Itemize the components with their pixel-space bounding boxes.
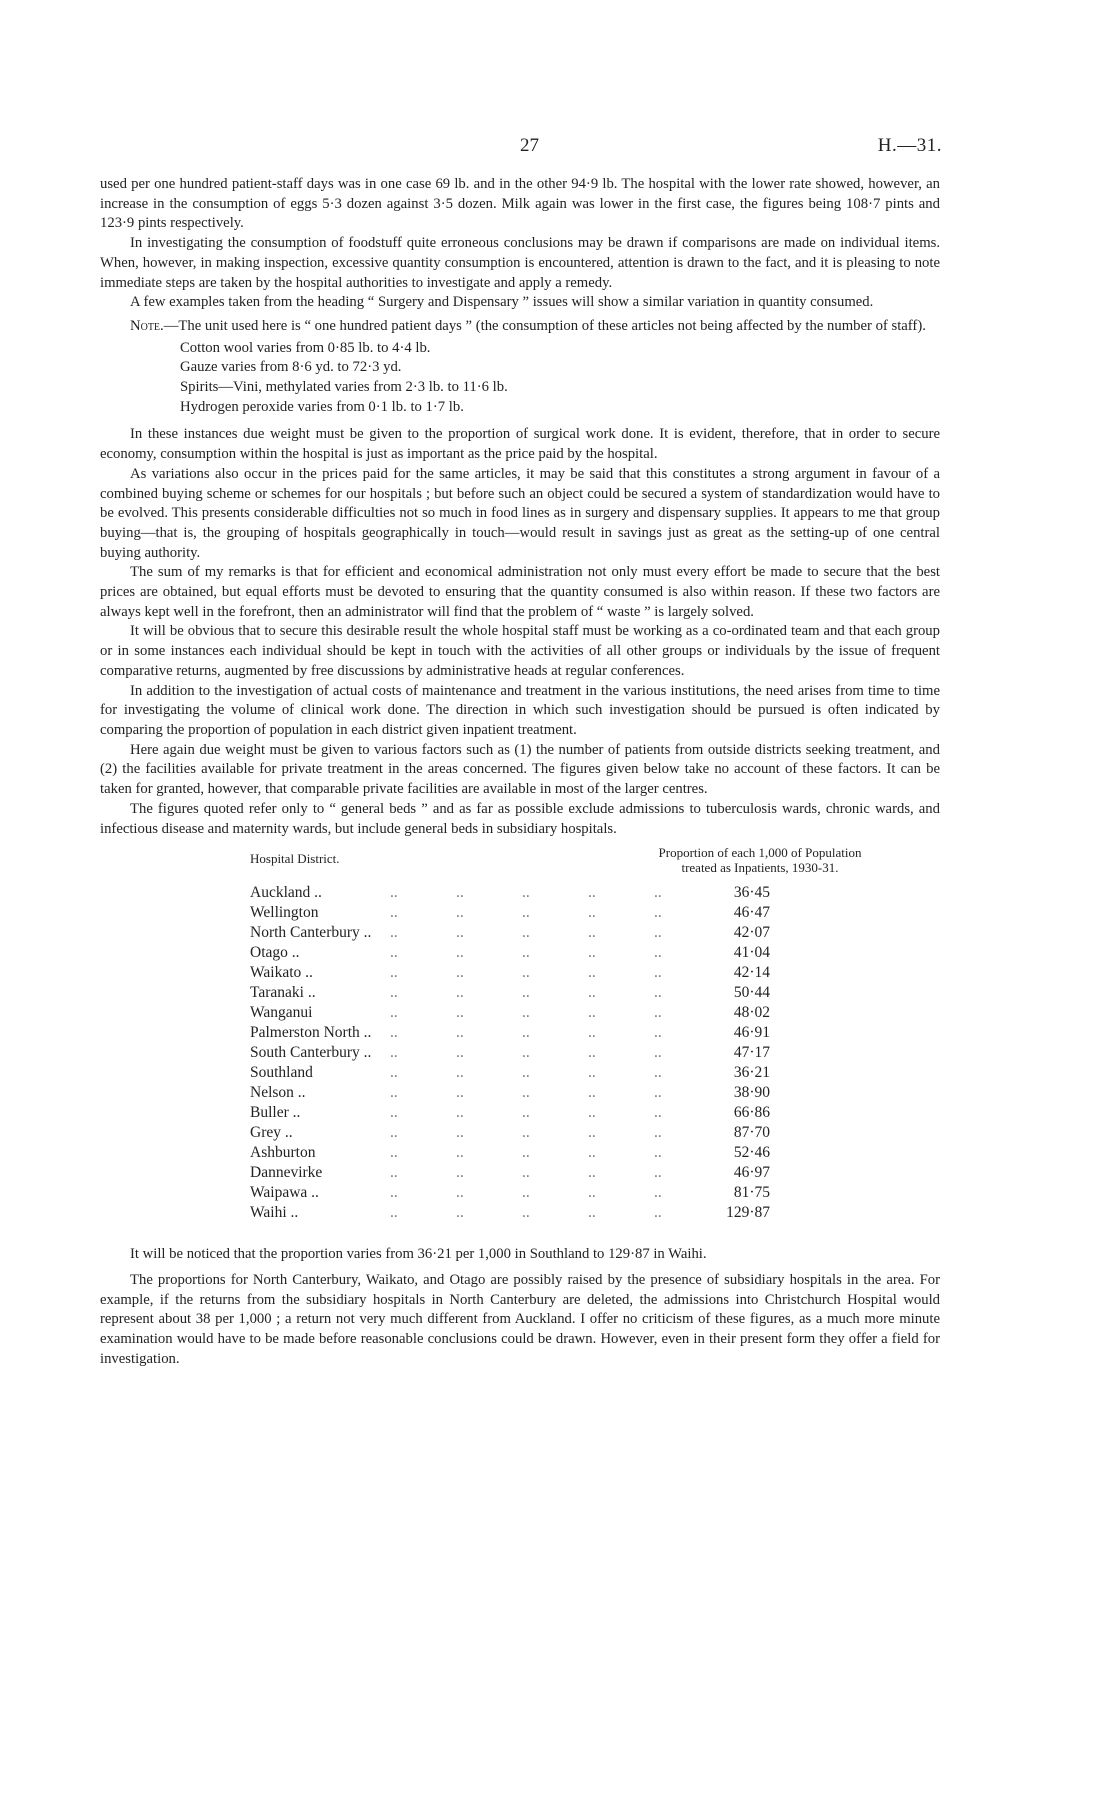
- paragraph: In these instances due weight must be given to the proportion of surgical work done. It is evident, therefore, that in order to secure economy, consumption within the hospital is just as important as the price paid by the hospital.: [100, 426, 940, 463]
- district-name: Buller ..: [250, 1104, 301, 1122]
- dot-leader-segment: ..: [654, 944, 662, 962]
- page-header: [100, 135, 940, 175]
- column-header-proportion-line2: treated as Inpatients, 1930-31.: [681, 860, 839, 876]
- dot-leader-segment: ..: [390, 924, 398, 942]
- dot-leader-segment: ..: [522, 964, 530, 982]
- dot-leader-segment: ..: [456, 1104, 464, 1122]
- proportion-value: 47·17: [733, 1044, 770, 1062]
- dot-leader-segment: ..: [522, 1184, 530, 1202]
- table-row: [250, 1063, 870, 1083]
- dot-leader-segment: ..: [654, 1144, 662, 1162]
- paragraph: It will be obvious that to secure this desirable result the whole hospital staff must be working as a co-ordinated team and that each group or in some instances each individual should be kept in touch with the activities of all other groups or individuals by the issue of frequent comparative returns, augmented by free discussions by administrative heads at regular conferences.: [100, 623, 940, 679]
- document-page: [100, 135, 940, 1369]
- table-row: [250, 903, 870, 923]
- dot-leader-segment: ..: [390, 1044, 398, 1062]
- table-row: [250, 1023, 870, 1043]
- column-header-proportion: [640, 845, 880, 875]
- dot-leader-segment: ..: [654, 904, 662, 922]
- dot-leader-segment: ..: [588, 1164, 596, 1182]
- paragraph: In investigating the consumption of foodstuff quite erroneous conclusions may be drawn if comparisons are made on individual items. When, however, in making inspection, excessive quantity consumption is encountered, attention is drawn to the fact, and it is pleasing to note immediate steps are taken by the hospital authorities to investigate and apply a remedy.: [100, 235, 940, 291]
- dot-leader-segment: ..: [390, 1164, 398, 1182]
- dot-leader-segment: ..: [654, 1124, 662, 1142]
- dot-leader-segment: ..: [522, 1044, 530, 1062]
- dot-leader-segment: ..: [390, 904, 398, 922]
- proportion-value: 46·97: [733, 1164, 770, 1182]
- dot-leader-segment: ..: [654, 1024, 662, 1042]
- district-name: Nelson ..: [250, 1084, 306, 1102]
- dot-leader-segment: ..: [588, 884, 596, 902]
- dot-leader-segment: ..: [654, 1164, 662, 1182]
- dot-leader-segment: ..: [522, 1104, 530, 1122]
- document-code: H.—31.: [877, 135, 942, 156]
- dot-leader-segment: ..: [588, 1104, 596, 1122]
- dot-leader-segment: ..: [456, 964, 464, 982]
- proportion-value: 36·21: [733, 1064, 770, 1082]
- proportion-value: 52·46: [733, 1144, 770, 1162]
- dot-leader-segment: ..: [456, 944, 464, 962]
- note-label: Note.: [130, 317, 164, 334]
- district-name: South Canterbury ..: [250, 1044, 372, 1062]
- district-name: Dannevirke: [250, 1164, 323, 1182]
- proportion-value: 129·87: [726, 1204, 770, 1222]
- paragraph: It will be noticed that the proportion varies from 36·21 per 1,000 in Southland to 129·87 in Waihi.: [130, 1246, 707, 1263]
- paragraph: used per one hundred patient-staff days was in one case 69 lb. and in the other 94·9 lb. The hospital with the lower rate showed, however, an increase in the consumption of eggs 5·3 dozen against 3·5 dozen. Milk again was lower in the first case, the figures being 108·7 pints and 123·9 pints respectively.: [100, 176, 940, 232]
- table-row: [250, 1143, 870, 1163]
- dot-leader-segment: ..: [390, 1204, 398, 1222]
- dot-leader-segment: ..: [390, 1064, 398, 1082]
- proportion-value: 87·70: [733, 1124, 770, 1142]
- dot-leader-segment: ..: [390, 1144, 398, 1162]
- dot-leader-segment: ..: [522, 1204, 530, 1222]
- district-name: Wanganui: [250, 1004, 313, 1022]
- dot-leader-segment: ..: [522, 1024, 530, 1042]
- column-header-proportion-line1: Proportion of each 1,000 of Population: [658, 845, 862, 861]
- paragraph: The sum of my remarks is that for efficient and economical administration not only must every effort be made to secure that the best prices are obtained, but equal efforts must be devoted to ensuring that the quantity consumed is also within reason. If these two factors are always kept well in the forefront, then an administrator will find that the problem of “ waste ” is largely solved.: [100, 564, 940, 620]
- dot-leader-segment: ..: [522, 924, 530, 942]
- dot-leader-segment: ..: [588, 1124, 596, 1142]
- paragraph: As variations also occur in the prices paid for the same articles, it may be said that this constitutes a strong argument in favour of a combined buying scheme or schemes for our hospitals ; but before such an object could be secured a system of standardization would have to be evolved. This presents considerable difficulties not so much in food lines as in surgery and dispensary supplies. It appears to me that group buying—that is, the grouping of hospitals geographically in touch—would result in savings just as great as the setting-up of one central buying authority.: [100, 465, 940, 561]
- dot-leader-segment: ..: [390, 984, 398, 1002]
- dot-leader-segment: ..: [588, 904, 596, 922]
- dot-leader-segment: ..: [654, 1004, 662, 1022]
- dot-leader-segment: ..: [588, 1084, 596, 1102]
- dot-leader-segment: ..: [588, 984, 596, 1002]
- body-text-bottom: [100, 1245, 940, 1369]
- district-name: Auckland ..: [250, 884, 322, 902]
- district-name: Otago ..: [250, 944, 300, 962]
- proportion-value: 46·47: [733, 904, 770, 922]
- dot-leader-segment: ..: [654, 1184, 662, 1202]
- dot-leader-segment: ..: [390, 964, 398, 982]
- proportion-value: 66·86: [733, 1104, 770, 1122]
- dot-leader-segment: ..: [456, 1124, 464, 1142]
- table-row: [250, 963, 870, 983]
- dot-leader-segment: ..: [390, 1104, 398, 1122]
- dot-leader-segment: ..: [456, 1064, 464, 1082]
- dot-leader-segment: ..: [654, 984, 662, 1002]
- dot-leader-segment: ..: [588, 1204, 596, 1222]
- table-row: [250, 1163, 870, 1183]
- dot-leader-segment: ..: [654, 1104, 662, 1122]
- dot-leader-segment: ..: [456, 1164, 464, 1182]
- table-row: [250, 923, 870, 943]
- dot-leader-segment: ..: [588, 1144, 596, 1162]
- dot-leader-segment: ..: [522, 904, 530, 922]
- proportion-value: 50·44: [733, 984, 770, 1002]
- table-row: [250, 1103, 870, 1123]
- dot-leader-segment: ..: [390, 884, 398, 902]
- dot-leader-segment: ..: [654, 1204, 662, 1222]
- list-item: Hydrogen peroxide varies from 0·1 lb. to 1·7 lb.: [180, 398, 464, 415]
- proportion-value: 36·45: [733, 884, 770, 902]
- dot-leader-segment: ..: [390, 1024, 398, 1042]
- dot-leader-segment: ..: [456, 1184, 464, 1202]
- dot-leader-segment: ..: [588, 1184, 596, 1202]
- inpatient-proportion-table: [250, 845, 870, 1223]
- dot-leader-segment: ..: [522, 1144, 530, 1162]
- dot-leader-segment: ..: [522, 884, 530, 902]
- dot-leader-segment: ..: [456, 1024, 464, 1042]
- dot-leader-segment: ..: [522, 944, 530, 962]
- dot-leader-segment: ..: [522, 1124, 530, 1142]
- proportion-value: 42·07: [733, 924, 770, 942]
- dot-leader-segment: ..: [456, 1004, 464, 1022]
- proportion-value: 38·90: [733, 1084, 770, 1102]
- table-row: [250, 983, 870, 1003]
- examples-list: [180, 339, 940, 418]
- table-row: [250, 1083, 870, 1103]
- note-text: —The unit used here is “ one hundred patient days ” (the consumption of these articles not being affected by the number of staff).: [163, 317, 926, 334]
- column-header-district: Hospital District.: [250, 851, 340, 867]
- dot-leader-segment: ..: [456, 1204, 464, 1222]
- list-item: Spirits—Vini, methylated varies from 2·3 lb. to 11·6 lb.: [180, 379, 508, 396]
- body-text-middle: [100, 425, 940, 839]
- dot-leader-segment: ..: [456, 1084, 464, 1102]
- dot-leader-segment: ..: [522, 1004, 530, 1022]
- proportion-value: 42·14: [733, 964, 770, 982]
- dot-leader-segment: ..: [390, 1084, 398, 1102]
- dot-leader-segment: ..: [654, 884, 662, 902]
- list-item: Cotton wool varies from 0·85 lb. to 4·4 lb.: [180, 339, 431, 356]
- proportion-value: 81·75: [733, 1184, 770, 1202]
- list-item: Gauze varies from 8·6 yd. to 72·3 yd.: [180, 359, 402, 376]
- dot-leader-segment: ..: [456, 1144, 464, 1162]
- district-name: Palmerston North ..: [250, 1024, 372, 1042]
- dot-leader-segment: ..: [522, 1064, 530, 1082]
- table-row: [250, 1123, 870, 1143]
- page-number: 27: [520, 135, 539, 156]
- dot-leader-segment: ..: [588, 924, 596, 942]
- district-name: Ashburton: [250, 1144, 316, 1162]
- dot-leader-segment: ..: [456, 1044, 464, 1062]
- paragraph: A few examples taken from the heading “ Surgery and Dispensary ” issues will show a similar variation in quantity consumed.: [130, 294, 874, 311]
- paragraph: The proportions for North Canterbury, Waikato, and Otago are possibly raised by the presence of subsidiary hospitals in the area. For example, if the returns from the subsidiary hospitals in North Canterbury are deleted, the admissions into Christchurch Hospital would represent about 38 per 1,000 ; a return not very much different from Auckland. I offer no criticism of these figures, as a much more minute examination would have to be made before reasonable conclusions could be drawn. However, even in their present form they offer a field for investigation.: [100, 1271, 940, 1367]
- dot-leader-segment: ..: [522, 1084, 530, 1102]
- district-name: Wellington: [250, 904, 319, 922]
- district-name: Southland: [250, 1064, 313, 1082]
- dot-leader-segment: ..: [456, 904, 464, 922]
- table-row: [250, 883, 870, 903]
- dot-leader-segment: ..: [654, 1044, 662, 1062]
- note-paragraph: [100, 317, 940, 337]
- table-header: [250, 845, 870, 883]
- dot-leader-segment: ..: [588, 944, 596, 962]
- table-row: [250, 1183, 870, 1203]
- paragraph: Here again due weight must be given to various factors such as (1) the number of patients from outside districts seeking treatment, and (2) the facilities available for private treatment in the areas concerned. The figures given below take no account of these factors. It can be taken for granted, however, that comparable private facilities are available in most of the larger centres.: [100, 741, 940, 798]
- dot-leader-segment: ..: [654, 1064, 662, 1082]
- dot-leader-segment: ..: [390, 1004, 398, 1022]
- proportion-value: 48·02: [733, 1004, 770, 1022]
- dot-leader-segment: ..: [390, 944, 398, 962]
- district-name: Grey ..: [250, 1124, 293, 1142]
- dot-leader-segment: ..: [588, 1024, 596, 1042]
- dot-leader-segment: ..: [390, 1124, 398, 1142]
- dot-leader-segment: ..: [654, 924, 662, 942]
- table-body: [250, 883, 870, 1223]
- dot-leader-segment: ..: [588, 1004, 596, 1022]
- dot-leader-segment: ..: [522, 1164, 530, 1182]
- dot-leader-segment: ..: [456, 884, 464, 902]
- dot-leader-segment: ..: [588, 1064, 596, 1082]
- table-row: [250, 1043, 870, 1063]
- paragraph: In addition to the investigation of actual costs of maintenance and treatment in the various institutions, the need arises from time to time for investigating the volume of clinical work done. The direction in which such investigation should be pursued is often indicated by comparing the proportion of population in each district given inpatient treatment.: [100, 682, 940, 738]
- dot-leader-segment: ..: [588, 1044, 596, 1062]
- district-name: Waihi ..: [250, 1204, 299, 1222]
- table-row: [250, 1203, 870, 1223]
- table-row: [250, 943, 870, 963]
- dot-leader-segment: ..: [654, 964, 662, 982]
- dot-leader-segment: ..: [390, 1184, 398, 1202]
- dot-leader-segment: ..: [522, 984, 530, 1002]
- district-name: North Canterbury ..: [250, 924, 372, 942]
- dot-leader-segment: ..: [456, 984, 464, 1002]
- dot-leader-segment: ..: [654, 1084, 662, 1102]
- district-name: Waipawa ..: [250, 1184, 319, 1202]
- proportion-value: 41·04: [733, 944, 770, 962]
- table-row: [250, 1003, 870, 1023]
- district-name: Taranaki ..: [250, 984, 316, 1002]
- paragraph: The figures quoted refer only to “ general beds ” and as far as possible exclude admissions to tuberculosis wards, chronic wards, and infectious disease and maternity wards, but include general beds in subsidiary hospitals.: [100, 800, 940, 837]
- proportion-value: 46·91: [733, 1024, 770, 1042]
- district-name: Waikato ..: [250, 964, 313, 982]
- dot-leader-segment: ..: [588, 964, 596, 982]
- dot-leader-segment: ..: [456, 924, 464, 942]
- body-text: [100, 175, 940, 337]
